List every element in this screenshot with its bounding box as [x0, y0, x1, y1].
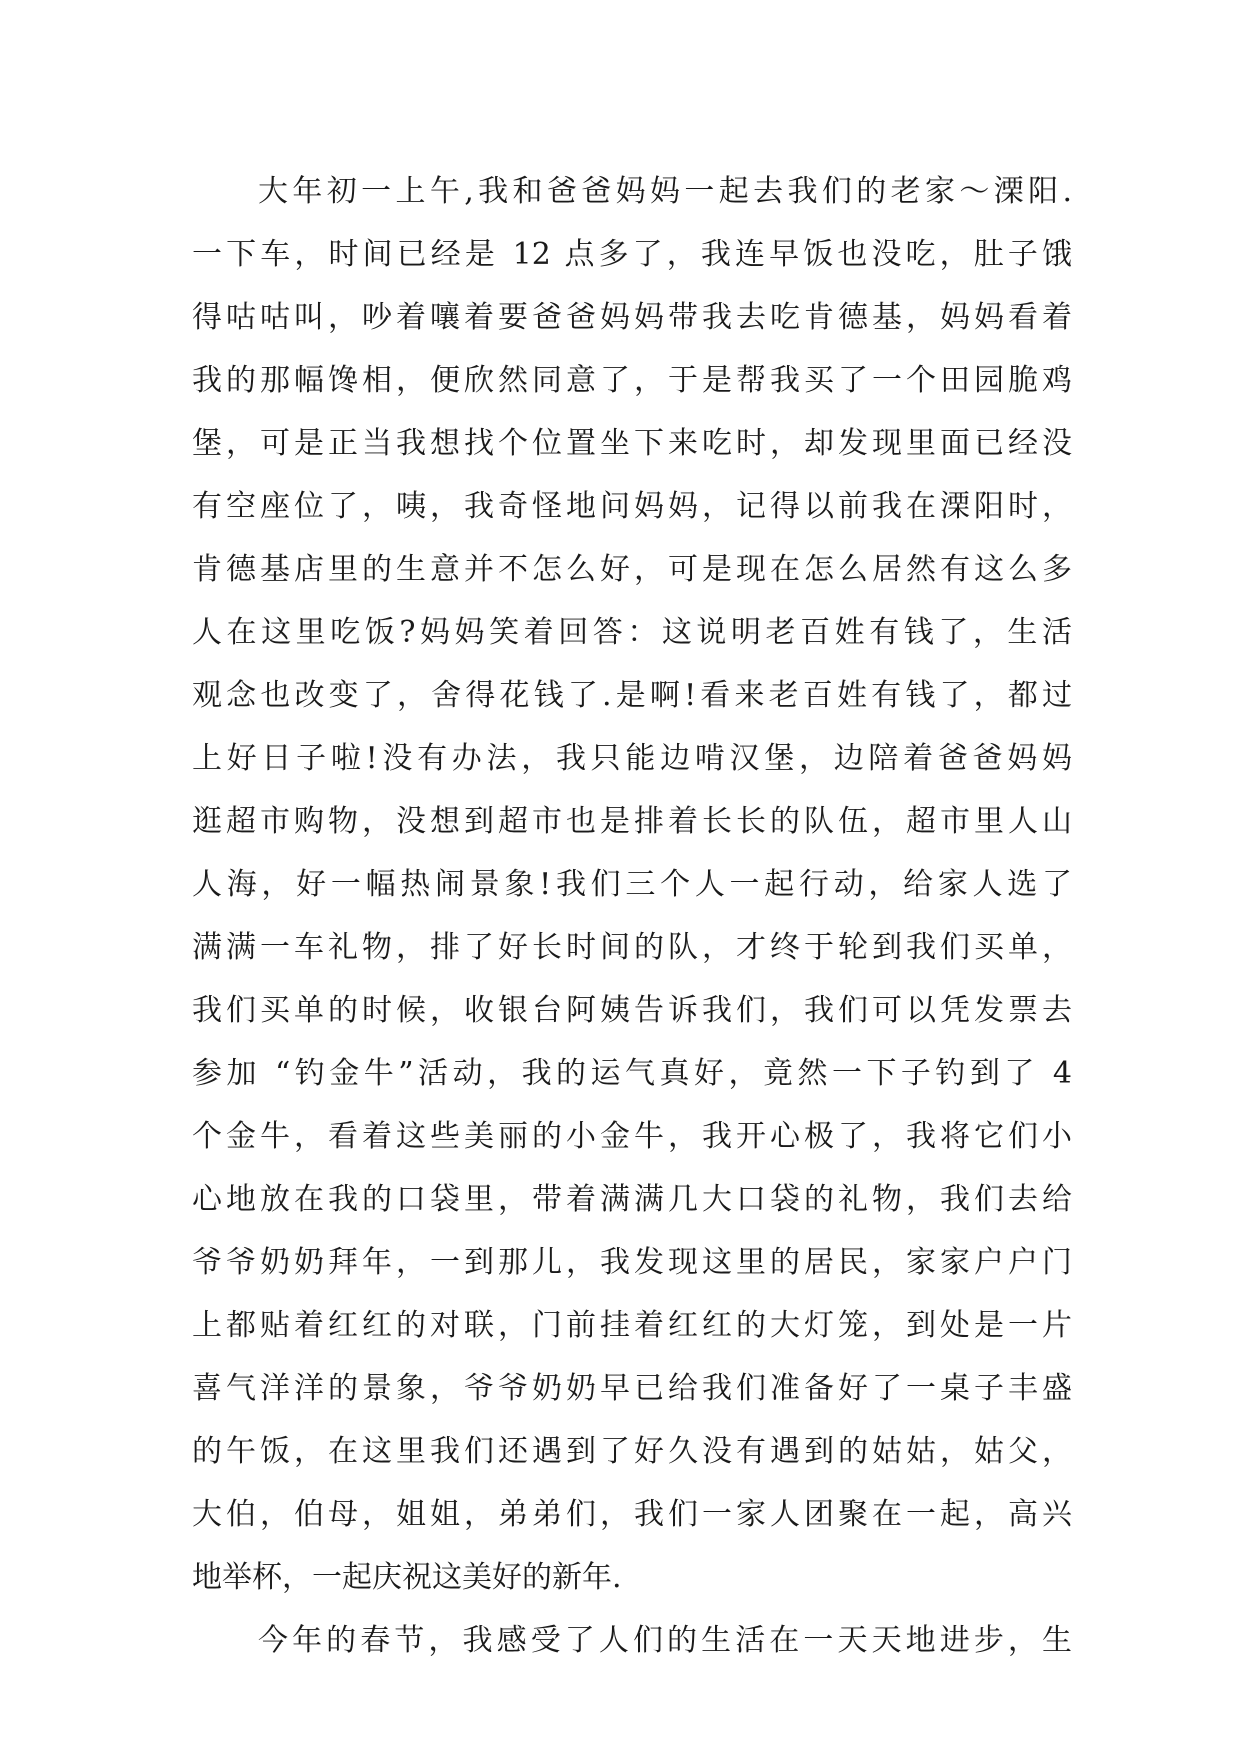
text-line: 逛超市购物，没想到超市也是排着长长的队伍，超市里人山 [192, 804, 1072, 839]
text-line: 的午饭，在这里我们还遇到了好久没有遇到的姑姑，姑父， [192, 1434, 1072, 1469]
text-line: 有空座位了，咦，我奇怪地问妈妈，记得以前我在溧阳时， [192, 489, 1072, 524]
text-line: 人海，好一幅热闹景象!我们三个人一起行动，给家人选了 [192, 867, 1072, 902]
text-line: 参加 “钓金牛”活动，我的运气真好，竟然一下子钓到了 4 [192, 1056, 1072, 1091]
text-line: 我的那幅馋相，便欣然同意了，于是帮我买了一个田园脆鸡 [192, 363, 1072, 398]
text-line: 大年初一上午,我和爸爸妈妈一起去我们的老家～溧阳. [258, 174, 1072, 209]
text-line: 地举杯，一起庆祝这美好的新年. [192, 1560, 622, 1595]
text-line: 得咕咕叫，吵着嚷着要爸爸妈妈带我去吃肯德基，妈妈看着 [192, 300, 1072, 335]
text-line: 个金牛，看着这些美丽的小金牛，我开心极了，我将它们小 [192, 1119, 1072, 1154]
text-line: 堡，可是正当我想找个位置坐下来吃时，却发现里面已经没 [192, 426, 1072, 461]
text-line: 上好日子啦!没有办法，我只能边啃汉堡，边陪着爸爸妈妈 [192, 741, 1072, 776]
text-line: 肯德基店里的生意并不怎么好，可是现在怎么居然有这么多 [192, 552, 1072, 587]
body-text [192, 160, 1072, 1672]
text-line: 人在这里吃饭?妈妈笑着回答：这说明老百姓有钱了，生活 [192, 615, 1072, 650]
text-line: 满满一车礼物，排了好长时间的队，才终于轮到我们买单， [192, 930, 1072, 965]
text-line: 今年的春节，我感受了人们的生活在一天天地进步，生 [258, 1623, 1072, 1658]
text-line: 一下车，时间已经是 12 点多了，我连早饭也没吃，肚子饿 [192, 237, 1072, 272]
text-line: 上都贴着红红的对联，门前挂着红红的大灯笼，到处是一片 [192, 1308, 1072, 1343]
text-line: 观念也改变了，舍得花钱了.是啊!看来老百姓有钱了，都过 [192, 678, 1072, 713]
paragraph-2 [192, 1609, 1072, 1672]
text-line: 大伯，伯母，姐姐，弟弟们，我们一家人团聚在一起，高兴 [192, 1497, 1072, 1532]
text-line: 喜气洋洋的景象，爷爷奶奶早已给我们准备好了一桌子丰盛 [192, 1371, 1072, 1406]
paragraph-1 [192, 160, 1072, 1609]
text-line: 爷爷奶奶拜年，一到那儿，我发现这里的居民，家家户户门 [192, 1245, 1072, 1280]
text-line: 我们买单的时候，收银台阿姨告诉我们，我们可以凭发票去 [192, 993, 1072, 1028]
text-line: 心地放在我的口袋里，带着满满几大口袋的礼物，我们去给 [192, 1182, 1072, 1217]
